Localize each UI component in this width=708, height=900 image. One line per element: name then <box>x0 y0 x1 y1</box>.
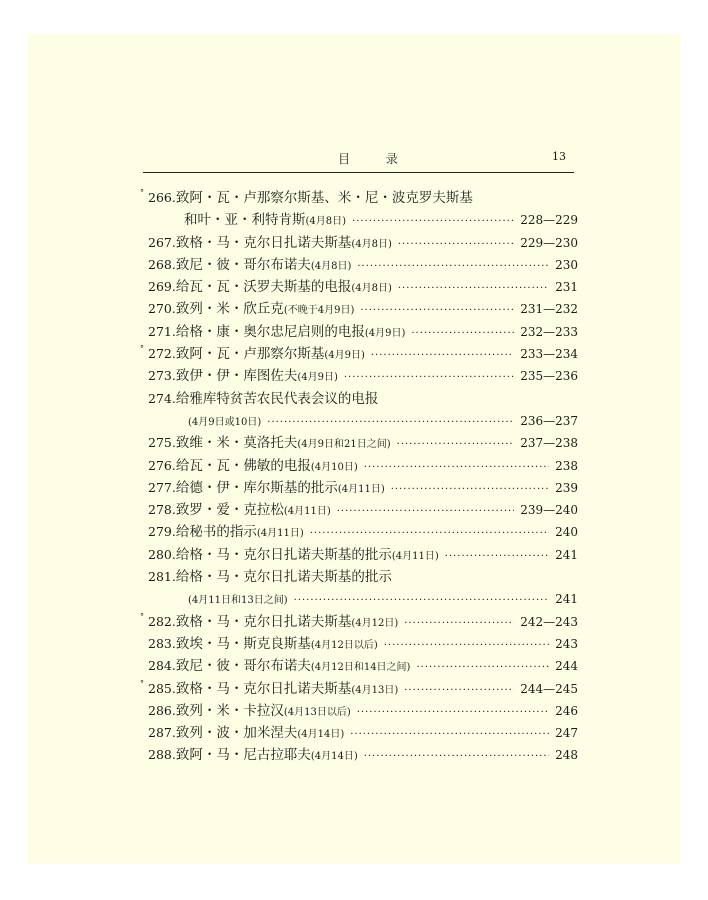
toc-line <box>148 321 578 343</box>
toc-entry <box>148 276 578 298</box>
entry-title: 给德・伊・库尔斯基的批示 <box>175 479 338 496</box>
entry-title: 致格・马・克尔日扎诺夫斯基 <box>175 680 352 697</box>
marker-asterisk: ° <box>140 611 144 621</box>
toc-entry <box>148 254 578 276</box>
entry-pages: 244 <box>555 659 578 674</box>
entry-pages: 235—236 <box>520 369 578 384</box>
toc-line <box>148 365 578 387</box>
entry-pages: 237—238 <box>520 436 578 451</box>
entry-date: (4月8日) <box>351 238 392 250</box>
leader-dots <box>416 657 549 679</box>
entry-title: 致罗・爱・克拉松 <box>175 502 284 519</box>
toc-line <box>148 700 578 722</box>
entry-title: 致列・米・欣丘克 <box>175 301 284 318</box>
entry-date: (4月11日) <box>283 506 331 518</box>
toc-entry <box>148 655 578 677</box>
toc-line <box>148 744 578 766</box>
leader-dots <box>337 501 514 523</box>
toc-line <box>148 566 578 588</box>
toc-entry <box>148 321 578 343</box>
toc-line <box>148 432 578 454</box>
marker-asterisk: ° <box>140 678 144 688</box>
entry-pages: 231 <box>555 280 578 295</box>
entry-pages: 229—230 <box>520 235 578 250</box>
leader-dots <box>398 234 514 256</box>
entry-date: (4月9日) <box>297 372 338 384</box>
entry-number: 280. <box>148 546 176 562</box>
entry-number: 286. <box>148 702 176 718</box>
toc-entry <box>148 388 578 433</box>
entry-title: 给瓦・瓦・佛敏的电报 <box>175 457 311 474</box>
toc-line-continued <box>148 209 578 231</box>
entry-date: (4月14日) <box>310 751 358 763</box>
entry-number: 268. <box>148 256 176 272</box>
toc-entry <box>148 521 578 543</box>
entry-date: (4月9日或10日) <box>188 416 262 428</box>
toc-entry <box>148 499 578 521</box>
entry-number: 281. <box>148 569 176 585</box>
entry-number: 284. <box>148 658 176 674</box>
toc-line <box>148 388 578 410</box>
entry-number: 278. <box>148 502 176 518</box>
toc-entry <box>148 232 578 254</box>
toc-line <box>148 477 578 499</box>
toc-line <box>148 276 578 298</box>
entry-pages: 244—245 <box>520 681 578 696</box>
leader-dots <box>357 256 549 278</box>
entry-pages: 228—229 <box>520 213 578 228</box>
entry-title: 致埃・马・斯克良斯基 <box>175 635 311 652</box>
leader-dots <box>404 680 514 702</box>
toc-entry <box>148 455 578 477</box>
toc-entry <box>148 477 578 499</box>
entry-number: 266. <box>148 190 176 205</box>
entry-date: (4月8日) <box>305 216 347 228</box>
entry-number: 277. <box>148 479 176 495</box>
toc-line <box>148 678 578 700</box>
entry-pages: 236—237 <box>520 413 578 428</box>
entry-title: 给格・马・克尔日扎诺夫斯基的批示 <box>175 546 392 563</box>
entry-date: (4月12日) <box>351 617 399 629</box>
entry-date: (4月9日) <box>364 327 406 339</box>
entry-title: 致尼・彼・哥尔布诺夫 <box>175 658 311 675</box>
entry-date: (4月9日) <box>324 350 365 362</box>
entry-date: (4月9日和21日之间) <box>297 439 391 451</box>
toc-entry <box>140 187 578 232</box>
leader-dots <box>364 457 549 479</box>
entry-number: 269. <box>148 279 176 295</box>
entry-pages: 247 <box>555 726 578 741</box>
toc-entry <box>140 343 578 365</box>
toc-line <box>148 455 578 477</box>
entry-date: (4月12日和14日之间) <box>310 662 411 674</box>
toc-line <box>148 633 578 655</box>
entry-pages: 239 <box>555 480 578 495</box>
entry-pages: 238 <box>555 458 578 473</box>
entry-title: 给格・马・克尔日扎诺夫斯基的批示 <box>175 569 392 586</box>
leader-dots <box>445 546 549 568</box>
toc-line <box>148 254 578 276</box>
toc-entry <box>148 432 578 454</box>
entry-date: (不晚于4月9日) <box>283 305 355 317</box>
leader-dots <box>350 724 549 746</box>
entry-title: 给格・康・奥尔忠尼启则的电报 <box>175 323 365 340</box>
entry-number: 272. <box>148 346 176 362</box>
entry-number: 276. <box>148 457 176 473</box>
entry-pages: 240 <box>555 525 578 540</box>
leader-dots <box>360 300 514 322</box>
toc-line-continued <box>148 410 578 432</box>
toc-line <box>148 232 578 254</box>
entry-pages: 248 <box>555 748 578 763</box>
leader-dots <box>310 523 549 545</box>
entry-date: (4月13日) <box>351 684 399 696</box>
leader-dots <box>391 479 549 501</box>
entry-title: 致格・马・克尔日扎诺夫斯基 <box>175 613 352 630</box>
toc-entry <box>148 365 578 387</box>
toc-line <box>148 611 578 633</box>
toc-entry-list <box>140 187 580 767</box>
entry-number: 274. <box>148 390 176 406</box>
toc-entry <box>140 678 578 700</box>
running-header <box>143 150 574 173</box>
toc-entry <box>148 544 578 566</box>
entry-pages: 231—232 <box>520 302 578 317</box>
toc-entry <box>148 566 578 611</box>
entry-pages: 243 <box>555 636 578 651</box>
entry-number: 270. <box>148 301 176 317</box>
leader-dots <box>411 323 514 345</box>
entry-date: (4月8日) <box>351 283 392 295</box>
leader-dots <box>344 367 514 389</box>
leader-dots <box>357 702 549 724</box>
leader-dots <box>267 412 514 434</box>
entry-title: 致尼・彼・哥尔布诺夫 <box>175 256 311 273</box>
header-page-number: 13 <box>552 150 566 163</box>
toc-line-continued <box>148 588 578 610</box>
entry-date: (4月11日和13日之间) <box>188 595 288 607</box>
toc-line <box>148 343 578 365</box>
entry-title: 致格・马・克尔日扎诺夫斯基 <box>175 234 352 251</box>
entry-date: (4月13日以后) <box>283 706 351 718</box>
entry-title: 致维・米・莫洛托夫 <box>175 435 298 452</box>
entry-title: 给秘书的指示 <box>175 524 257 541</box>
marker-asterisk: ° <box>140 188 144 197</box>
marker-asterisk: ° <box>140 344 144 354</box>
entry-pages: 242—243 <box>520 614 578 629</box>
entry-number: 271. <box>148 323 176 339</box>
toc-line <box>148 544 578 566</box>
toc-entry <box>148 722 578 744</box>
entry-number: 288. <box>148 747 176 763</box>
entry-title: 致阿・瓦・卢那察尔斯基 <box>175 346 325 363</box>
entry-title: 给雅库特贫苦农民代表会议的电报 <box>175 390 379 407</box>
entry-pages: 239—240 <box>520 503 578 518</box>
entry-number: 283. <box>148 635 176 651</box>
leader-dots <box>404 613 514 635</box>
entry-date: (4月11日) <box>337 483 385 495</box>
entry-pages: 246 <box>555 703 578 718</box>
leader-dots <box>398 278 549 300</box>
entry-title: 致列・波・加米涅夫 <box>175 725 298 742</box>
toc-entry <box>148 700 578 722</box>
leader-dots <box>364 746 549 768</box>
entry-date: (4月12日以后) <box>310 639 378 651</box>
entry-title: 给瓦・瓦・沃罗夫斯基的电报 <box>175 279 352 296</box>
toc-entry <box>148 298 578 320</box>
toc-entry <box>148 744 578 766</box>
entry-title: 致伊・伊・库图佐夫 <box>175 368 298 385</box>
header-title: 目 录 <box>338 152 414 166</box>
entry-date: (4月10日) <box>310 461 358 473</box>
toc-line <box>148 187 578 209</box>
entry-number: 275. <box>148 435 176 451</box>
toc-line <box>148 722 578 744</box>
entry-date: (4月11日) <box>256 528 304 540</box>
toc-line <box>148 521 578 543</box>
entry-title: 致阿・马・尼古拉耶夫 <box>175 747 311 764</box>
entry-date: (4月11日) <box>391 550 439 562</box>
entry-pages: 230 <box>555 257 578 272</box>
leader-dots <box>371 345 514 367</box>
leader-dots <box>352 211 514 233</box>
entry-date: (4月8日) <box>310 260 352 272</box>
entry-number: 282. <box>148 613 176 629</box>
entry-date: (4月14日) <box>297 729 345 741</box>
entry-number: 287. <box>148 725 176 741</box>
entry-title: 致阿・瓦・卢那察尔斯基、米・尼・波克罗夫斯基 <box>175 190 473 206</box>
entry-title: 致列・米・卡拉汉 <box>175 702 284 719</box>
entry-number: 279. <box>148 524 176 540</box>
entry-pages: 232—233 <box>520 324 578 339</box>
toc-entry <box>140 611 578 633</box>
leader-dots <box>384 635 549 657</box>
toc-line <box>148 499 578 521</box>
entry-pages: 241 <box>555 592 578 607</box>
entry-number: 273. <box>148 368 176 384</box>
toc-entry <box>148 633 578 655</box>
entry-pages: 233—234 <box>520 347 578 362</box>
entry-title-continued: 和叶・亚・利特肯斯 <box>184 212 306 229</box>
entry-pages: 241 <box>555 547 578 562</box>
leader-dots <box>294 590 549 612</box>
toc-line <box>148 655 578 677</box>
entry-number: 285. <box>148 680 176 696</box>
leader-dots <box>397 434 515 456</box>
toc-line <box>148 298 578 320</box>
entry-number: 267. <box>148 234 176 250</box>
